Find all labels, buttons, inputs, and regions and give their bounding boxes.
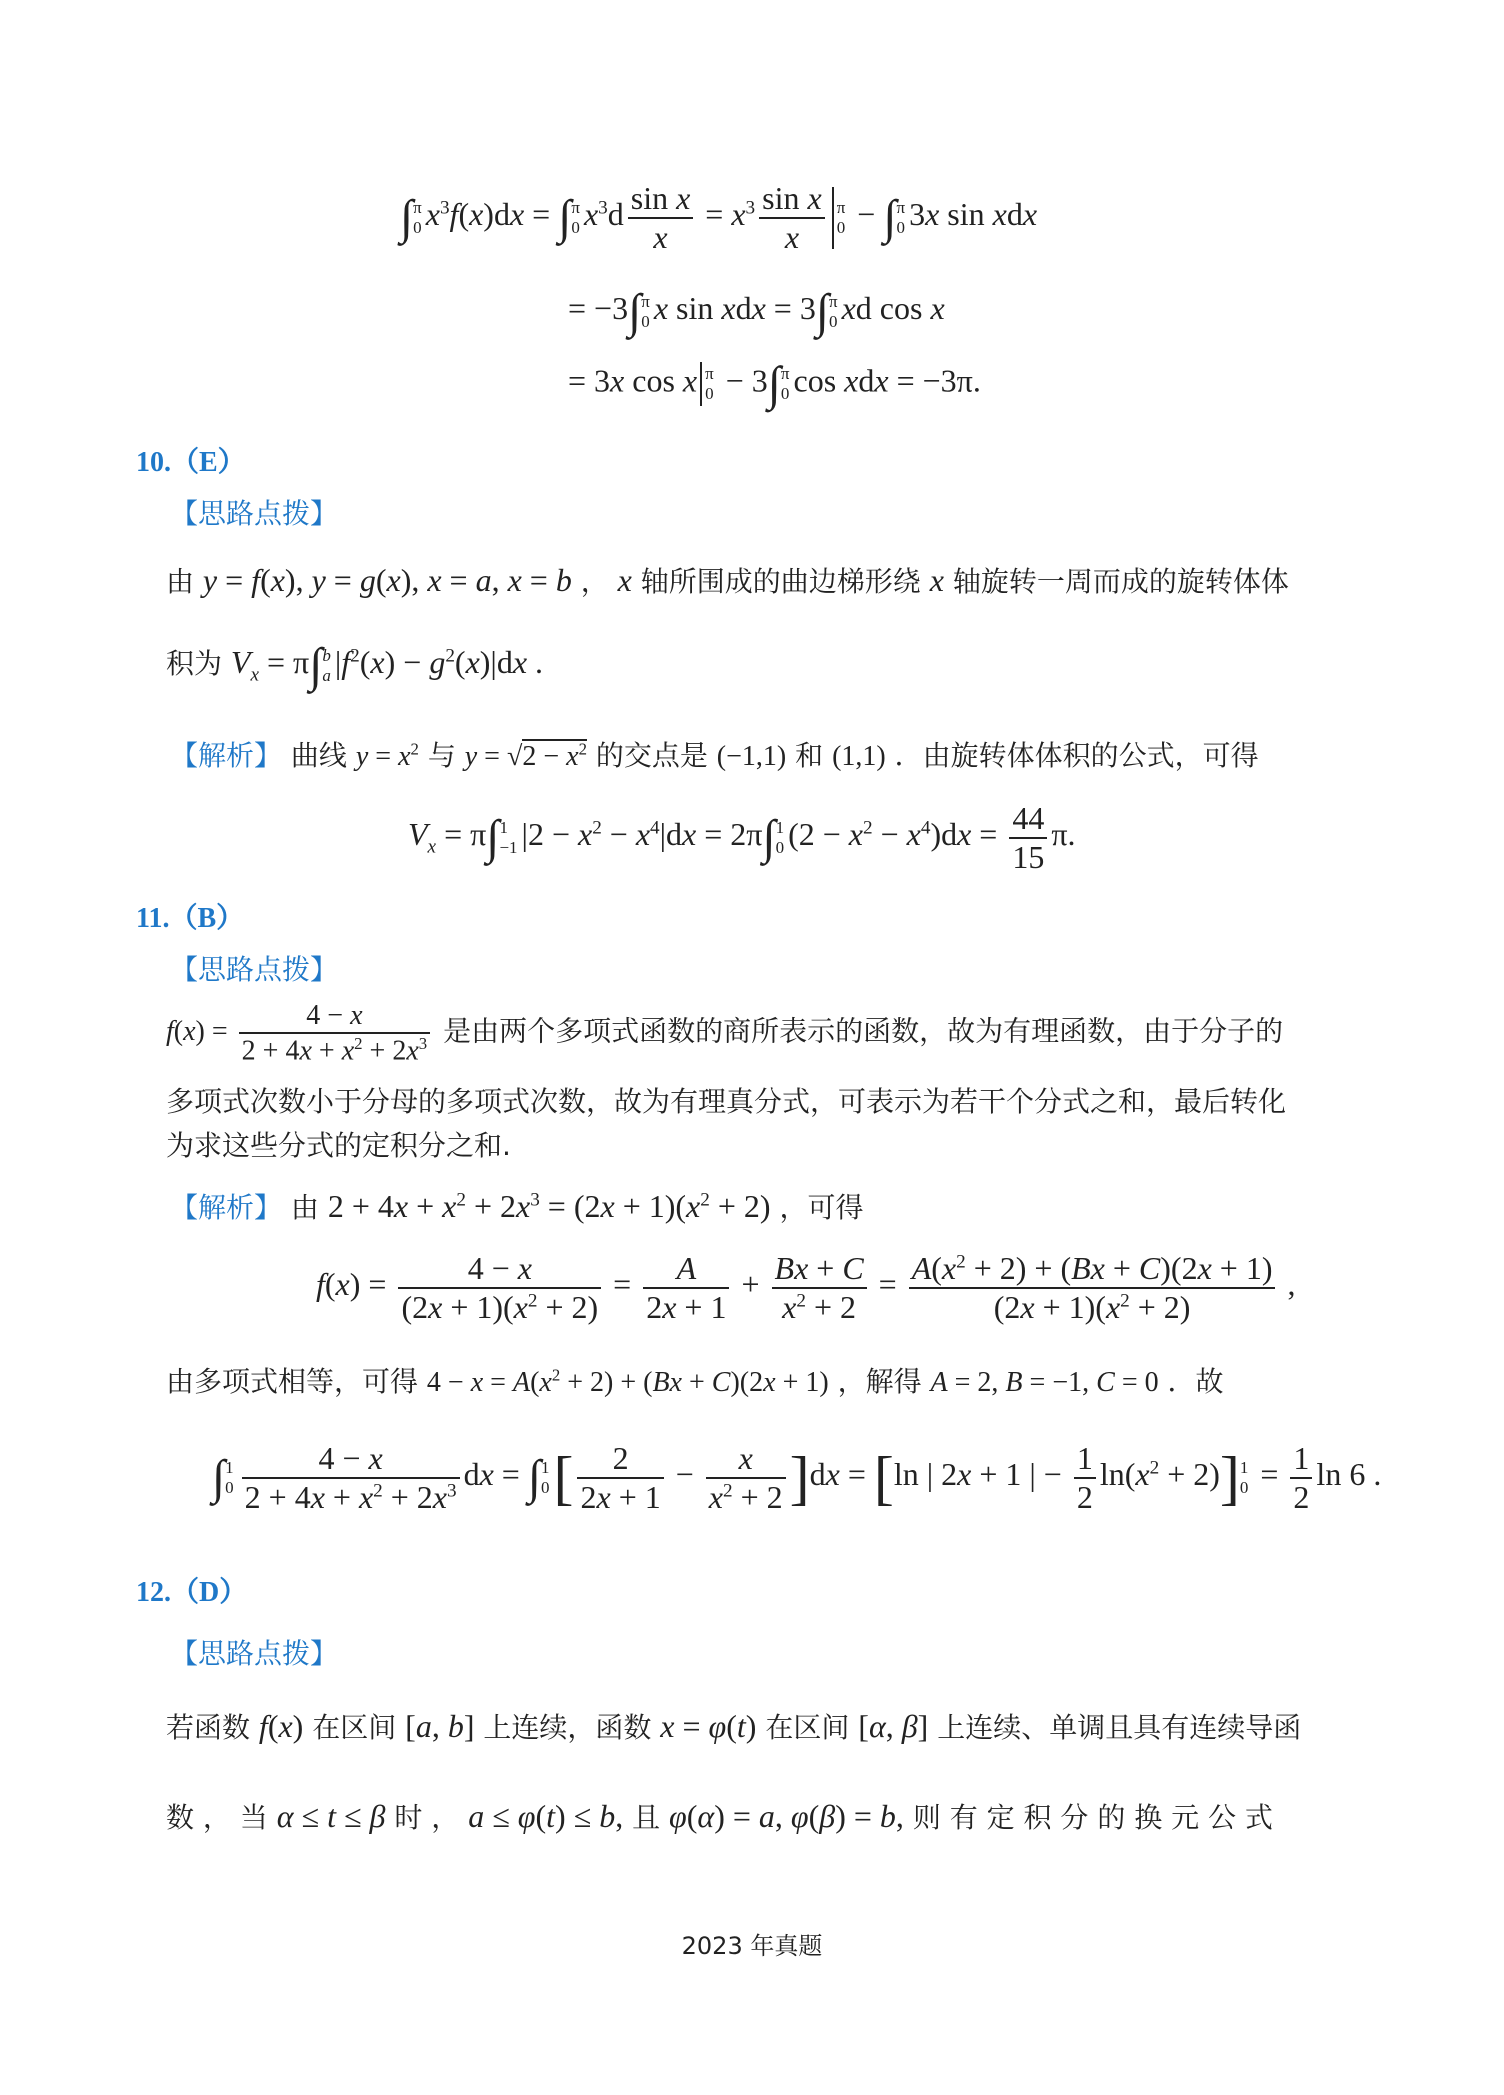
equation-line-2: = −3∫ π 0 x sin xdx = 3∫ π 0 xd cos x (568, 285, 945, 338)
q11-partial-fraction: f(x) = $\frac{4 - x}{(2x + 1)(x^2 + 2)}$ = $\frac{A}{2x + 1}$ + $\frac{Bx + C}{x^2 + 2}$ = $\frac{A(x^2 + 2) + (Bx + C)(2x + 1)}{(2x + 1)(x^2 + 2)}$ , (316, 1250, 1296, 1325)
equation-line-3: = 3x cos x π 0 − 3∫ π 0 cos xdx = −3π. (568, 357, 981, 411)
q11-thinking-line-1: f(x) = $\frac{4 - x}{2 + 4x + x^2 + 2x^3}$ 是由两个多项式函数的商所表示的函数，故为有理函数，由于分子的 (166, 1000, 1284, 1067)
q11-solution-tag: 【解析】 (170, 1191, 283, 1224)
thinking-tag-10: 【思路点拨】 (170, 497, 339, 530)
q12-line-2: 数 ， 当 α ≤ t ≤ β 时 ， a ≤ φ(t) ≤ b, 且 φ(α) = a, φ(β) = b, 则 有 定 积 分 的 换 元 公 式 (166, 1798, 1273, 1834)
q10-sol-curve: 曲线 (290, 739, 347, 772)
q12-line1-b: 在区间 (312, 1711, 397, 1744)
q11-dengshi-mid: ，解得 (837, 1365, 922, 1398)
q11-thinking-line-3: 为求这些分式的定积分之和. (166, 1129, 511, 1162)
q10-result-equation: $V_x = \pi\int$ 1 −1 $|2 - x^2 - x^4|dx = 2\pi\int$ 1 0 $(2 - x^2 - x^4)dx$ = $\frac{44}{15}$ π. (408, 800, 1076, 875)
q11-polynomial-equality: 由多项式相等，可得 $4 - x = A(x^2 + 2) + (Bx + C)(2x + 1)$ ，解得 A = 2, B = −1, C = 0 ．故 (166, 1365, 1224, 1398)
answer-12: 12.（D） (136, 1577, 248, 1608)
q11-sol-kede: ，可得 (779, 1191, 864, 1224)
q10-thinking-text-2: 轴旋转一周而成的旋转体体 (952, 565, 1289, 598)
q12-line-1: 若函数 f(x) 在区间 [a, b] 上连续，函数 x = φ(t) 在区间 [α, β] 上连续、单调且具有连续导函 (166, 1708, 1302, 1744)
q10-sol-he: 和 (795, 739, 824, 772)
q11-dengshi-post: ．故 (1167, 1365, 1224, 1398)
q12-line2-a: 数 ， 当 (166, 1801, 268, 1834)
q12-line1-e: 上连续、单调且具有连续导函 (937, 1711, 1302, 1744)
q12-line2-b: 时 ， (394, 1801, 460, 1834)
q11-sol-you: 由 (290, 1191, 319, 1224)
q12-line1-a: 若函数 (166, 1711, 251, 1744)
q10-thinking-text-1: 轴所围成的曲边梯形绕 (640, 565, 921, 598)
q10-volume-formula: 积为 $V_x = \pi\int$ b a $|f^2(x) - g^2(x)|dx$ . (166, 639, 544, 693)
q10-thinking-line-1: 由 y = f(x), y = g(x), x = a, x = b ， x 轴所围成的曲边梯形绕 x 轴旋转一周而成的旋转体体 (166, 562, 1289, 598)
q11-thinking-line-2: 多项式次数小于分母的多项式次数，故为有理真分式，可表示为若干个分式之和，最后转化 (166, 1085, 1287, 1118)
page-footer: 2023 年真题 (681, 1932, 823, 1960)
q11-solution-line: 【解析】 由 $2 + 4x + x^2 + 2x^3 = (2x + 1)(x^2 + 2)$ ，可得 (170, 1188, 864, 1224)
q12-line2-d: 则 有 定 积 分 的 换 元 公 式 (912, 1801, 1273, 1834)
q11-thinking-after: 是由两个多项式函数的商所表示的函数，故为有理函数，由于分子的 (443, 1014, 1284, 1048)
answer-10: 10.（E） (136, 447, 246, 478)
q11-dengshi-pre: 由多项式相等，可得 (166, 1365, 419, 1398)
answer-11: 11.（B） (136, 903, 245, 934)
q10-sol-rest: ．由旋转体体积的公式，可得 (894, 739, 1259, 772)
q10-thinking-prefix: 由 (166, 565, 195, 598)
q10-thinking-sep: ， (580, 565, 609, 598)
equation-line-1: ∫ π 0 $x^3f(x)dx$ = ∫ π 0 $x^3d$ $\frac{\text{sin x}}{x}$ = $x^3$ $\frac{\text{sin x}}{x}$ π 0 − ∫ π 0 3x sin xdx (400, 180, 1038, 255)
q12-line2-c: 且 (632, 1801, 661, 1834)
q10-volume-prefix: 积为 (166, 647, 223, 680)
q10-solution-tag: 【解析】 (170, 739, 283, 772)
q12-line1-c: 上连续，函数 (483, 1711, 652, 1744)
thinking-tag-11: 【思路点拨】 (170, 953, 339, 986)
thinking-tag-12: 【思路点拨】 (170, 1637, 339, 1670)
q10-sol-inter: 的交点是 (595, 739, 708, 772)
q10-solution-line: 【解析】 曲线 $y = x^2$ 与 $y = √2 - x^2$ 的交点是 (−1,1) 和 (1,1) ．由旋转体体积的公式，可得 (170, 739, 1259, 772)
q11-integral-result: ∫ 1 0 $\frac{4 - x}{2 + 4x + x^2 + 2x^3}$ dx = ∫ 1 0 [ $\frac{2}{2x + 1}$ − $\frac{x}{x^2 + 2}$ ]dx = [ln | 2x + 1 | − $\frac{1}{2}$ $\ln(x^2 + 2)$] 1 0 = $\frac{1}{2}$ ln 6 . (212, 1440, 1382, 1515)
q12-line1-d: 在区间 (765, 1711, 850, 1744)
q10-sol-and: 与 (427, 739, 456, 772)
